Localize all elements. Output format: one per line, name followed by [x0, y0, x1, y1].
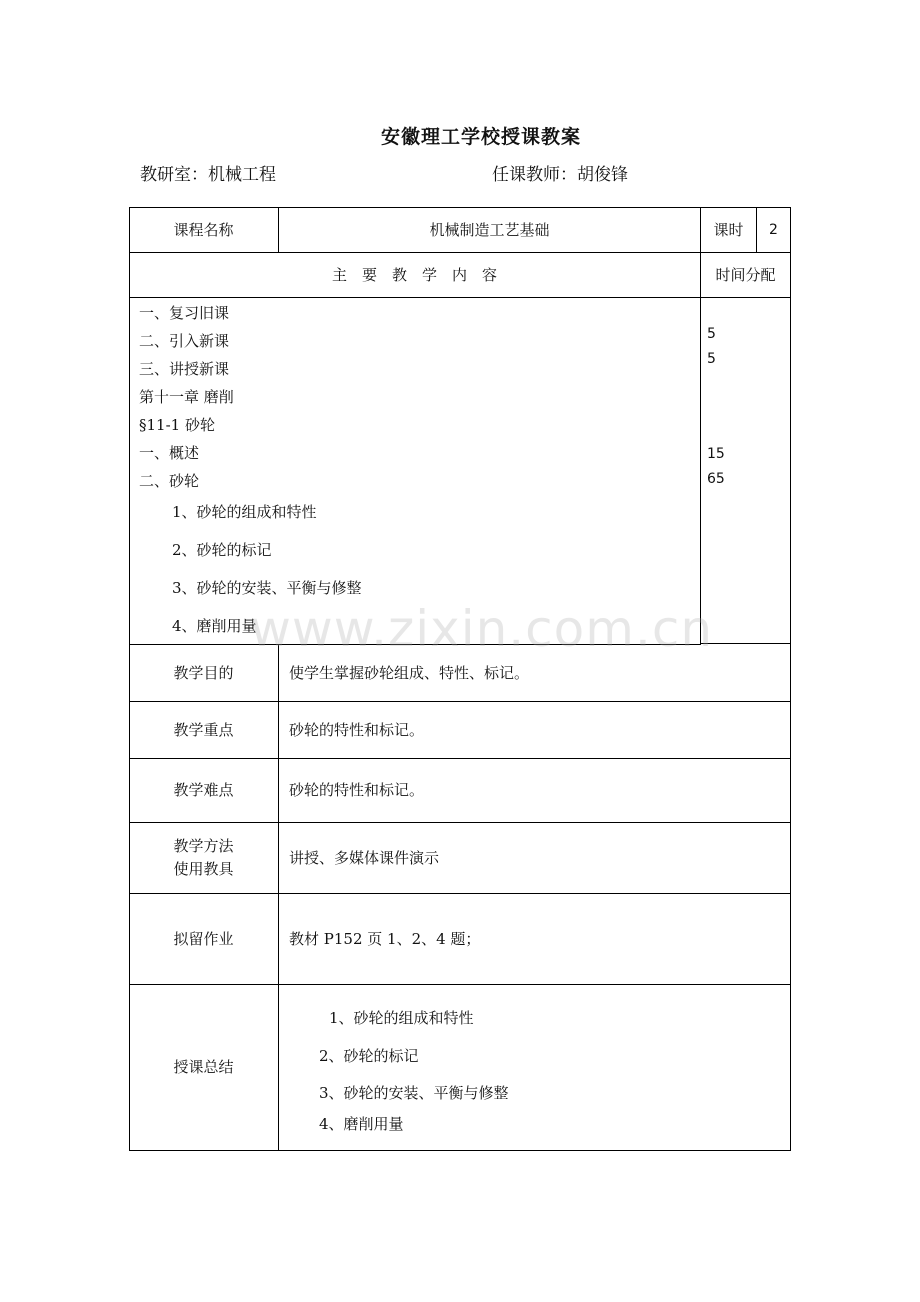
hours-label: 课时	[713, 221, 744, 239]
content-subline: 2、砂轮的标记	[172, 541, 272, 559]
hours-value: 2	[769, 222, 778, 238]
table-row-line	[129, 758, 791, 759]
time-value: 15	[707, 446, 725, 462]
difficulty-label: 教学难点	[173, 781, 234, 799]
table-row-line	[129, 701, 791, 702]
content-line: 一、概述	[139, 444, 200, 462]
difficulty-value: 砂轮的特性和标记。	[289, 781, 425, 799]
table-border-right	[790, 644, 791, 1151]
table-row-line	[129, 252, 791, 253]
time-value: 5	[707, 326, 716, 342]
content-subline: 3、砂轮的安装、平衡与修整	[172, 579, 362, 597]
teacher-label: 任课教师：胡俊锋	[492, 165, 628, 185]
table-border-right	[790, 207, 791, 644]
watermark-text: www.zixin.com.cn	[250, 600, 714, 658]
table-col-line	[278, 644, 279, 1151]
content-line: 二、引入新课	[139, 332, 230, 350]
time-allocation-header: 时间分配	[715, 266, 776, 284]
table-row-line	[129, 893, 791, 894]
content-line: 一、复习旧课	[139, 304, 230, 322]
table-row-line	[129, 644, 701, 645]
course-name-label: 课程名称	[173, 221, 234, 239]
table-row-line	[129, 822, 791, 823]
method-label: 教学方法	[173, 837, 234, 855]
teaching-aids-label: 使用教具	[173, 860, 234, 878]
method-value: 讲授、多媒体课件演示	[289, 849, 440, 867]
main-content-header: 主 要 教 学 内 容	[331, 266, 497, 284]
time-value: 65	[707, 471, 725, 487]
content-line: 第十一章 磨削	[139, 388, 234, 406]
time-value: 5	[707, 351, 716, 367]
summary-line: 2、砂轮的标记	[319, 1047, 419, 1065]
table-border-bottom	[129, 1150, 791, 1151]
table-row-line	[129, 984, 791, 985]
summary-line: 3、砂轮的安装、平衡与修整	[319, 1084, 509, 1102]
course-name-value: 机械制造工艺基础	[429, 221, 550, 239]
key-point-value: 砂轮的特性和标记。	[289, 721, 425, 739]
objective-value: 使学生掌握砂轮组成、特性、标记。	[289, 664, 530, 682]
table-border-top	[129, 207, 791, 208]
summary-label: 授课总结	[173, 1058, 234, 1076]
content-line: 三、讲授新课	[139, 360, 230, 378]
summary-line: 1、砂轮的组成和特性	[329, 1009, 474, 1027]
content-subline: 1、砂轮的组成和特性	[172, 503, 317, 521]
summary-line: 4、磨削用量	[319, 1115, 404, 1133]
document-title: 安徽理工学校授课教案	[380, 126, 581, 148]
homework-value: 教材 P152 页 1、2、4 题；	[289, 930, 481, 948]
objective-label: 教学目的	[173, 664, 234, 682]
table-row-line	[129, 297, 791, 298]
lesson-plan-table	[129, 207, 791, 1151]
key-point-label: 教学重点	[173, 721, 234, 739]
table-row-line	[701, 643, 791, 644]
content-line: §11-1 砂轮	[139, 416, 215, 434]
content-subline: 4、磨削用量	[172, 617, 257, 635]
content-line: 二、砂轮	[139, 472, 200, 490]
homework-label: 拟留作业	[173, 930, 234, 948]
department-label: 教研室：机械工程	[140, 165, 276, 185]
